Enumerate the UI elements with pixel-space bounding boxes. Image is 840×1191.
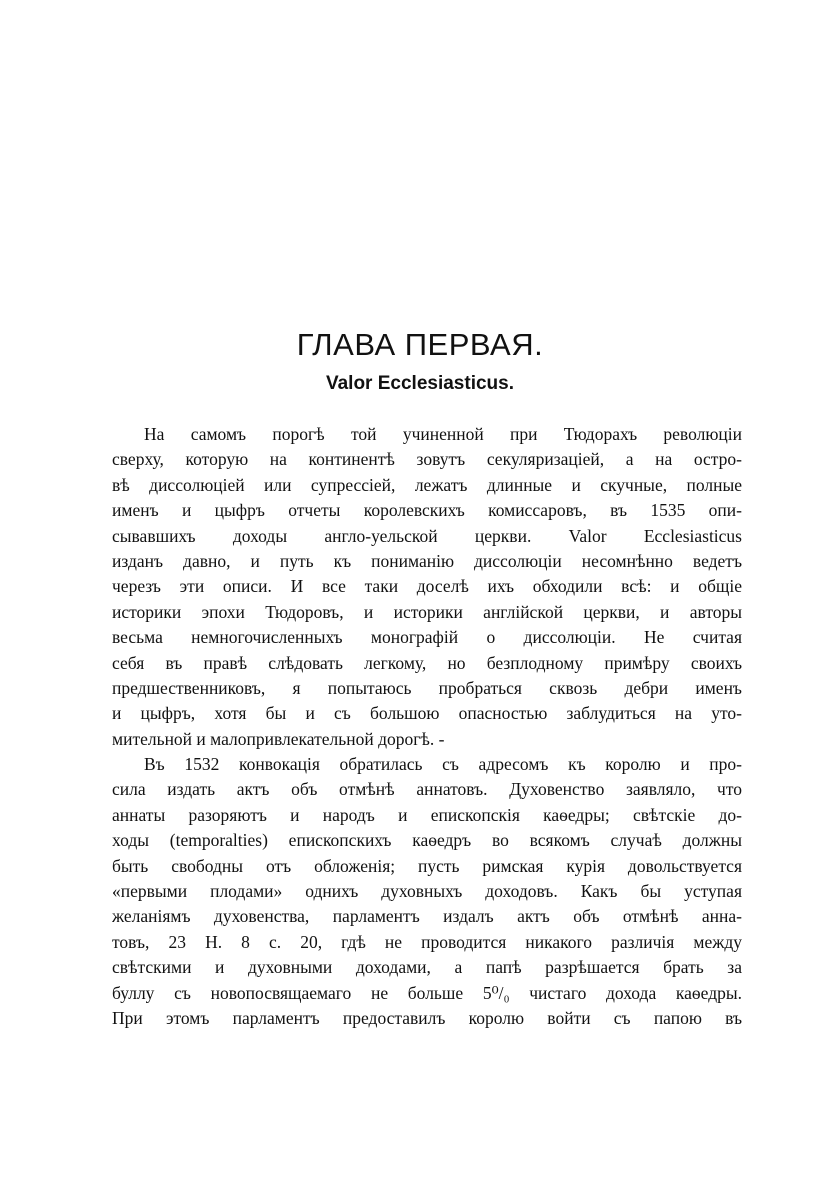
text-line: черезъ эти описи. И все таки доселѣ ихъ обходили всѣ: и общіе — [112, 576, 742, 597]
text-line: аннаты разоряютъ и народъ и епископскія каѳедры; свѣтскіе до- — [112, 804, 742, 825]
text-line: именъ и цыфръ отчеты королевскихъ комиссаровъ, въ 1535 опи- — [112, 500, 742, 521]
text-line: изданъ давно, и путь къ пониманію диссолюціи несомнѣнно ведетъ — [112, 550, 742, 571]
text-line: свѣтскими и духовными доходами, а папѣ разрѣшается брать за — [112, 957, 742, 978]
paragraph-1 — [112, 422, 742, 752]
text-line: На самомъ порогѣ той учиненной при Тюдорахъ революціи — [144, 424, 742, 444]
text-line: При этомъ парламентъ предоставилъ королю войти съ папою въ — [112, 1007, 742, 1028]
text-line: желаніямъ духовенства, парламентъ издалъ актъ объ отмѣнѣ анна- — [112, 906, 742, 927]
chapter-subtitle: Valor Ecclesiasticus. — [325, 373, 514, 394]
text-line: буллу съ новопосвящаемаго не больше 5⁰/₀ чистаго дохода каѳедры. — [112, 982, 742, 1003]
paragraph-2 — [112, 752, 742, 1031]
text-line: мительной и малопривлекательной дорогѣ. - — [112, 728, 445, 749]
text-line: «первыми плодами» однихъ духовныхъ доходовъ. Какъ бы уступая — [112, 880, 742, 901]
text-line: быть свободны отъ обложенія; пусть римская курія довольствуется — [112, 855, 742, 876]
text-line: сверху, которую на континентѣ зовутъ секуляризаціей, а на остро- — [112, 449, 742, 470]
text-line: весьма немногочисленныхъ монографій о диссолюціи. Не считая — [112, 627, 742, 648]
chapter-title: ГЛАВА ПЕРВАЯ. — [296, 327, 544, 362]
text-line: и цыфръ, хотя бы и съ большою опасностью заблудиться на уто- — [112, 703, 742, 724]
text-line: историки эпохи Тюдоровъ, и историки англійской церкви, и авторы — [112, 601, 742, 622]
text-line: Въ 1532 конвокація обратилась съ адресомъ къ королю и про- — [144, 754, 742, 774]
text-line: товъ, 23 H. 8 c. 20, гдѣ не проводится никакого различія между — [112, 931, 742, 952]
text-line: ходы (temporalties) епископскихъ каѳедръ во всякомъ случаѣ должны — [112, 830, 742, 851]
text-line: сывавшихъ доходы англо-уельской церкви. Valor Ecclesiasticus — [112, 525, 742, 546]
text-line: сила издать актъ объ отмѣнѣ аннатовъ. Духовенство заявляло, что — [112, 779, 742, 800]
text-line: себя въ правѣ слѣдовать легкому, но безплодному примѣру своихъ — [112, 652, 742, 673]
text-line: вѣ диссолюціей или супрессіей, лежатъ длинные и скучные, полные — [112, 474, 742, 495]
text-line: предшественниковъ, я попытаюсь пробраться сквозь дебри именъ — [112, 677, 742, 698]
